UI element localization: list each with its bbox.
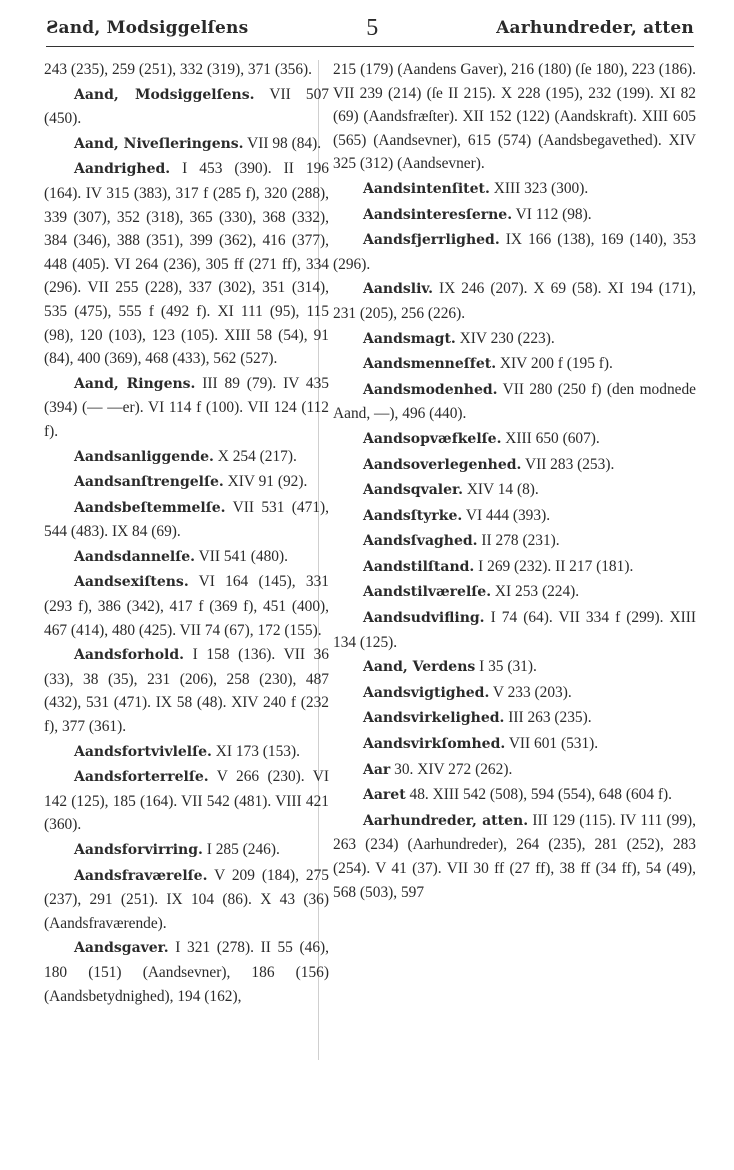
entry-references: XI 173 (153). — [211, 742, 300, 760]
entry-references: XIV 91 (92). — [223, 473, 308, 491]
entry-headword: Aandsbeſtemmelſe. — [74, 499, 226, 516]
index-entry — [44, 864, 329, 936]
index-entry — [333, 203, 696, 228]
index-entry — [333, 655, 696, 680]
entry-references: III 89 (79). IV 435 (394) (— —er). VI 114 f (100). VII 124 (112 f). — [44, 374, 329, 440]
index-entry — [44, 765, 329, 837]
index-entry — [333, 504, 696, 529]
entry-headword: Aandsforhold. — [74, 647, 185, 664]
entry-headword: Aandsmenneſfet. — [363, 356, 497, 373]
left-column — [44, 58, 329, 1009]
entry-references: I 269 (232). II 217 (181). — [474, 557, 634, 575]
index-entry — [333, 327, 696, 352]
index-entry — [333, 809, 696, 904]
entry-headword: Aandsintenſitet. — [363, 180, 490, 197]
entry-headword: Aandstilværelſe. — [363, 584, 492, 601]
entry-references: 215 (179) (Aandens Gaver), 216 (180) (ſe 180), 223 (186). VII 239 (214) (ſe II 215). X 228 (195), 232 (199). XI 82 (69) (Aandsfræſter). XII 152 (122) (Aandskraft). XIII 605 (565) (Aandsevner), 615 (574) (Aandsbegavethed). XIV 325 (312) (Aandsevner). — [333, 61, 696, 173]
entry-headword: Aandsſtyrke. — [363, 507, 463, 524]
entry-references: XIV 200 f (195 f). — [496, 355, 613, 373]
index-entry — [333, 427, 696, 452]
entry-headword: Aand, Ringens. — [74, 375, 196, 392]
entry-references: II 278 (231). — [477, 532, 560, 550]
entry-headword: Aarhundreder, atten. — [363, 812, 529, 829]
entry-headword: Aandsgaver. — [74, 940, 169, 957]
entry-headword: Aandsfraværelſe. — [74, 867, 208, 884]
entry-references: VII 280 (250 f) (den modnede Aand, —), 496 (440). — [333, 380, 696, 423]
index-entry — [44, 372, 329, 444]
entry-references: I 158 (136). VII 36 (33), 38 (35), 231 (206), 258 (230), 487 (432), 531 (471). IX 58 (48). XIV 240 f (232 f), 377 (361). — [44, 646, 329, 736]
index-entry — [333, 758, 696, 783]
entry-headword: Aandsforvirring. — [74, 842, 203, 858]
entry-references: XIV 14 (8). — [462, 481, 539, 499]
entry-references: VII 541 (480). — [195, 547, 288, 565]
entry-headword: Aaret — [363, 787, 406, 804]
entry-headword: Aandsexiſtens. — [74, 574, 189, 591]
entry-references: X 254 (217). — [213, 447, 297, 465]
index-entry — [333, 732, 696, 757]
index-entry — [333, 606, 696, 654]
entry-references: IX 166 (138), 169 (140), 353 (296). — [333, 231, 696, 273]
index-entry — [44, 936, 329, 1008]
entry-headword: Aand, Modsiggelſens. — [74, 86, 255, 103]
index-entry — [44, 643, 329, 738]
entry-references: VII 283 (253). — [521, 455, 615, 473]
index-entry — [333, 529, 696, 554]
entry-references: III 129 (115). IV 111 (99), 263 (234) (Aarhundreder), 264 (235), 281 (252), 283 (254). V 41 (37). VII 30 ff (27 ff), 38 ff (34 ff), 54 (49), 568 (503), 597 — [333, 811, 696, 901]
entry-references: I 285 (246). — [202, 841, 280, 858]
index-entry — [333, 277, 696, 325]
entry-headword: Aand, Niveſleringens. — [74, 135, 244, 152]
page-number: 5 — [366, 14, 379, 41]
index-entry — [44, 570, 329, 642]
entry-references: XI 253 (224). — [491, 583, 580, 601]
entry-references: V 233 (203). — [489, 683, 572, 701]
index-entry — [333, 555, 696, 580]
entry-headword: Aandsopvæfkelſe. — [363, 430, 502, 447]
entry-headword: Aandsfjerrlighed. — [363, 232, 500, 249]
index-entry — [333, 681, 696, 706]
right-column — [333, 58, 696, 905]
header-right-catchword: Aarhundreder, atten — [496, 18, 694, 38]
index-entry — [44, 496, 329, 544]
entry-references: VI 112 (98). — [512, 205, 592, 223]
index-entry — [44, 58, 329, 82]
entry-headword: Aandsanſtrengelſe. — [74, 474, 224, 491]
entry-headword: Aandsvigtighed. — [363, 684, 490, 701]
entry-references: 48. XIII 542 (508), 594 (554), 648 (604 f). — [405, 786, 672, 804]
entry-headword: Aandrighed. — [74, 161, 171, 178]
running-header — [46, 10, 694, 47]
entry-headword: Aandsfortvivlelſe. — [74, 743, 212, 760]
entry-references: VII 601 (531). — [505, 735, 599, 753]
entry-headword: Aandsſvaghed. — [363, 533, 478, 550]
index-entry — [333, 228, 696, 276]
entry-references: XIII 323 (300). — [489, 179, 589, 197]
index-entry — [44, 545, 329, 570]
entry-headword: Aandsdannelſe. — [74, 548, 196, 565]
entry-references: 243 (235), 259 (251), 332 (319), 371 (356). — [44, 61, 313, 78]
index-entry — [44, 838, 329, 863]
index-entry — [44, 740, 329, 765]
entry-headword: Aandsvirkelighed. — [363, 710, 505, 727]
index-entry — [44, 157, 329, 370]
index-entry — [333, 453, 696, 478]
index-entry — [44, 132, 329, 157]
entry-references: I 453 (390). II 196 (164). IV 315 (383), 317 f (285 f), 320 (288), 339 (307), 352 (318), 365 (330), 368 (332), 384 (346), 388 (351), 399 (362), 416 (377), 448 (405). VI 264 (236), 305 ff (271 ff), 334 (296). VII 255 (228), 337 (302), 351 (314), 535 (475), 555 f (492 f). XI 111 (95), 115 (98), 120 (103), 123 (105). XIII 58 (54), 91 (84), 400 (369), 468 (433), 562 (527). — [44, 160, 329, 368]
entry-references: VII 98 (84). — [243, 134, 322, 152]
index-entry — [44, 470, 329, 495]
index-entry — [333, 706, 696, 731]
entry-references: XIII 650 (607). — [501, 429, 600, 447]
entry-references: III 263 (235). — [504, 709, 592, 727]
index-entry — [333, 378, 696, 426]
entry-references: IX 246 (207). X 69 (58). XI 194 (171), 231 (205), 256 (226). — [333, 280, 696, 322]
entry-headword: Aandsmagt. — [363, 330, 456, 347]
entry-headword: Aandsmodenhed. — [363, 381, 498, 398]
entry-references: XIV 230 (223). — [455, 329, 555, 347]
index-entry — [333, 478, 696, 503]
index-entry — [44, 445, 329, 470]
entry-references: I 321 (278). II 55 (46), 180 (151) (Aandsevner), 186 (156) (Aandsbetydnighed), 194 (162), — [44, 939, 329, 1005]
entry-references: V 266 (230). VI 142 (125), 185 (164). VII 542 (481). VIII 421 (360). — [44, 768, 329, 834]
entry-references: 30. XIV 272 (262). — [390, 760, 513, 778]
index-entry — [333, 783, 696, 808]
entry-references: VII 507 (450). — [44, 85, 329, 128]
entry-headword: Aandsinteresſerne. — [363, 206, 513, 223]
entry-references: VII 531 (471), 544 (483). IX 84 (69). — [44, 498, 329, 541]
entry-headword: Aandsqvaler. — [363, 482, 463, 499]
entry-references: V 209 (184), 275 (237), 291 (251). IX 104 (86). X 43 (36) (Aandsfraværende). — [44, 866, 329, 932]
index-entry — [333, 352, 696, 377]
entry-headword: Aandsliv. — [363, 281, 434, 298]
index-entry — [44, 83, 329, 131]
entry-headword: Aand, Verdens — [363, 659, 476, 676]
entry-headword: Aar — [363, 761, 391, 778]
header-left-catchword: Ƨand, Modsiggelſens — [46, 18, 249, 38]
entry-references: I 74 (64). VII 334 f (299). XIII 134 (125). — [333, 609, 696, 651]
entry-references: I 35 (31). — [475, 658, 537, 676]
entry-headword: Aandsforterrelſe. — [74, 769, 209, 786]
index-entry — [333, 177, 696, 202]
entry-headword: Aandsanliggende. — [74, 448, 214, 465]
index-entry — [333, 58, 696, 176]
entry-headword: Aandsoverlegenhed. — [363, 456, 522, 473]
entry-references: VI 444 (393). — [462, 506, 551, 524]
entry-headword: Aandsvirkſomhed. — [363, 736, 506, 753]
index-entry — [333, 580, 696, 605]
entry-headword: Aandsudvifling. — [363, 610, 485, 627]
entry-headword: Aandstilſtand. — [363, 558, 475, 575]
entry-references: VI 164 (145), 331 (293 f), 386 (342), 417 f (369 f), 451 (400), 467 (414), 480 (425). VII 74 (67), 172 (155). — [44, 573, 329, 639]
